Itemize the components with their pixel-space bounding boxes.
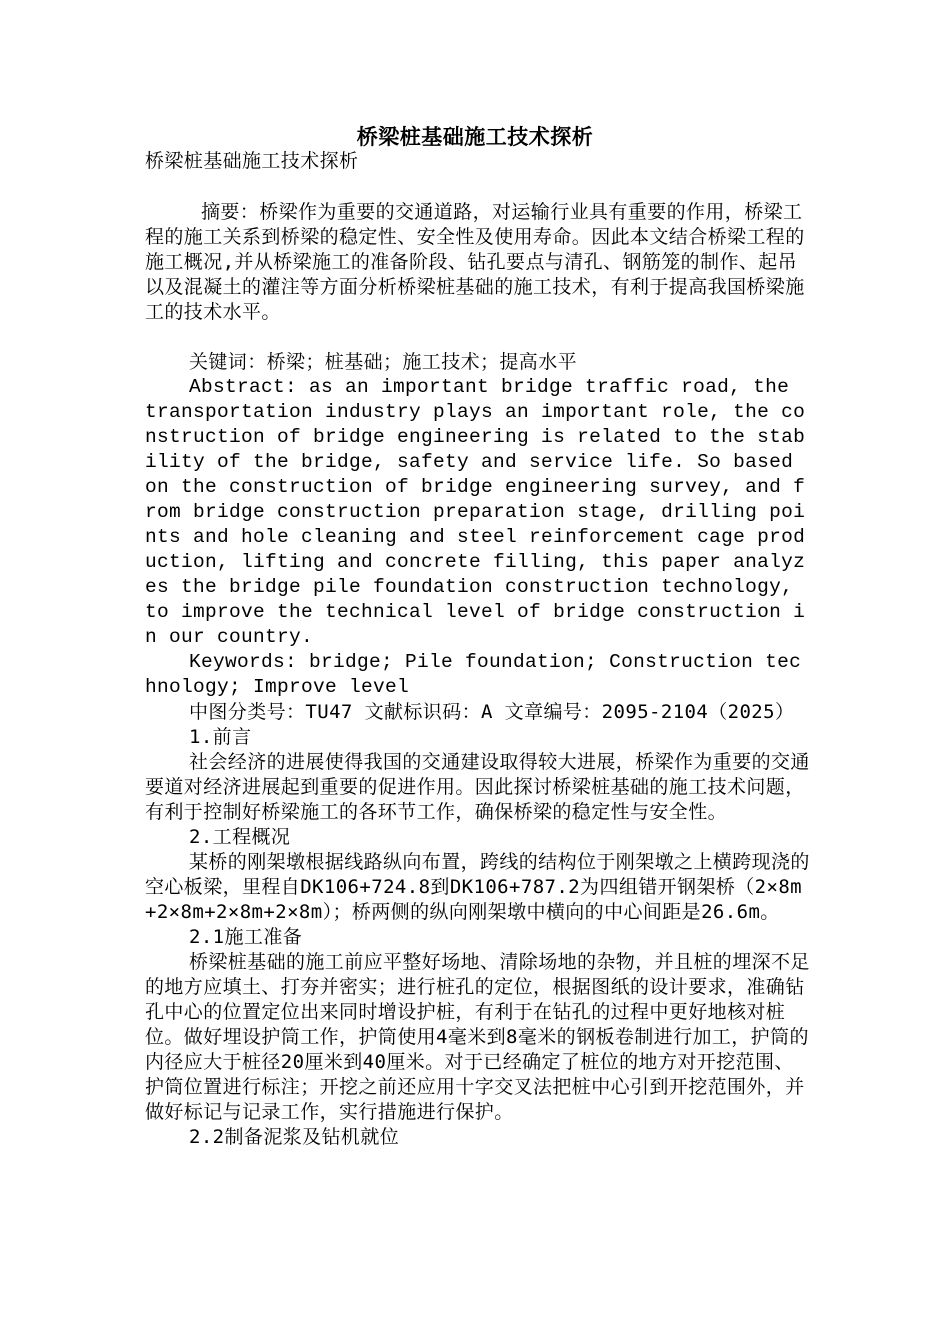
section-heading-mud-drilling: 2.2制备泥浆及钻机就位: [189, 1126, 400, 1148]
document-title: 桥梁桩基础施工技术探析: [356, 124, 594, 149]
keywords-cn: 关键词：桥梁；桩基础；施工技术；提高水平: [189, 351, 578, 373]
section-text-preparation: 桥梁桩基础的施工前应平整好场地、清除场地的杂物，并且桩的埋深不足的地方应填土、打夯并密实；进行桩孔的定位，根据图纸的设计要求，准确钻孔中心的位置定位出来同时增设护桩，有利于在钻孔的过程中更好地核对桩位。做好埋设护筒工作，护筒使用4毫米到8毫米的钢板卷制进行加工，护筒的内径应大于桩径20厘米到40厘米。对于已经确定了桩位的地方对开挖范围、护筒位置进行标注；开挖之前还应用十字交叉法把桩中心引到开挖范围外，并做好标记与记录工作，实行措施进行保护。: [145, 951, 810, 1123]
section-heading-overview: 2.工程概况: [189, 826, 291, 848]
document-body: [145, 149, 813, 1150]
document-subtitle: 桥梁桩基础施工技术探析: [145, 150, 359, 172]
section-heading-preparation: 2.1施工准备: [189, 926, 303, 948]
section-text-intro: 社会经济的进展使得我国的交通建设取得较大进展，桥梁作为重要的交通要道对经济进展起到重要的促进作用。因此探讨桥梁桩基础的施工技术问题，有利于控制好桥梁施工的各环节工作，确保桥梁的稳定性与安全性。: [145, 751, 810, 823]
keywords-en: Keywords: bridge; Pile foundation; Construction technology; Improve level: [145, 651, 802, 698]
section-heading-intro: 1.前言: [189, 726, 252, 748]
abstract-en: Abstract: as an important bridge traffic road, the transportation industry plays an important role, the construction of bridge engineering is related to the stability of the bridge, safety and service life. So based on the construction of bridge engineering survey, and from bridge construction preparation stage, drilling points and hole cleaning and steel reinforcement cage production, lifting and concrete filling, this paper analyzes the bridge pile foundation construction technology, to improve the technical level of bridge construction in our country.: [145, 376, 806, 648]
classification-line: 中图分类号：TU47 文献标识码：A 文章编号：2095-2104（2025）: [189, 701, 795, 723]
abstract-cn: 摘要：桥梁作为重要的交通道路，对运输行业具有重要的作用，桥梁工程的施工关系到桥梁的稳定性、安全性及使用寿命。因此本文结合桥梁工程的施工概况,并从桥梁施工的准备阶段、钻孔要点与清孔、钢筋笼的制作、起吊以及混凝土的灌注等方面分析桥梁桩基础的施工技术，有利于提高我国桥梁施工的技术水平。: [145, 201, 805, 323]
section-text-overview: 某桥的刚架墩根据线路纵向布置，跨线的结构位于刚架墩之上横跨现浇的空心板梁，里程自DK106+724.8到DK106+787.2为四组错开钢架桥（2×8m+2×8m+2×8m+2×8m）；桥两侧的纵向刚架墩中横向的中心间距是26.6m。: [145, 851, 810, 923]
